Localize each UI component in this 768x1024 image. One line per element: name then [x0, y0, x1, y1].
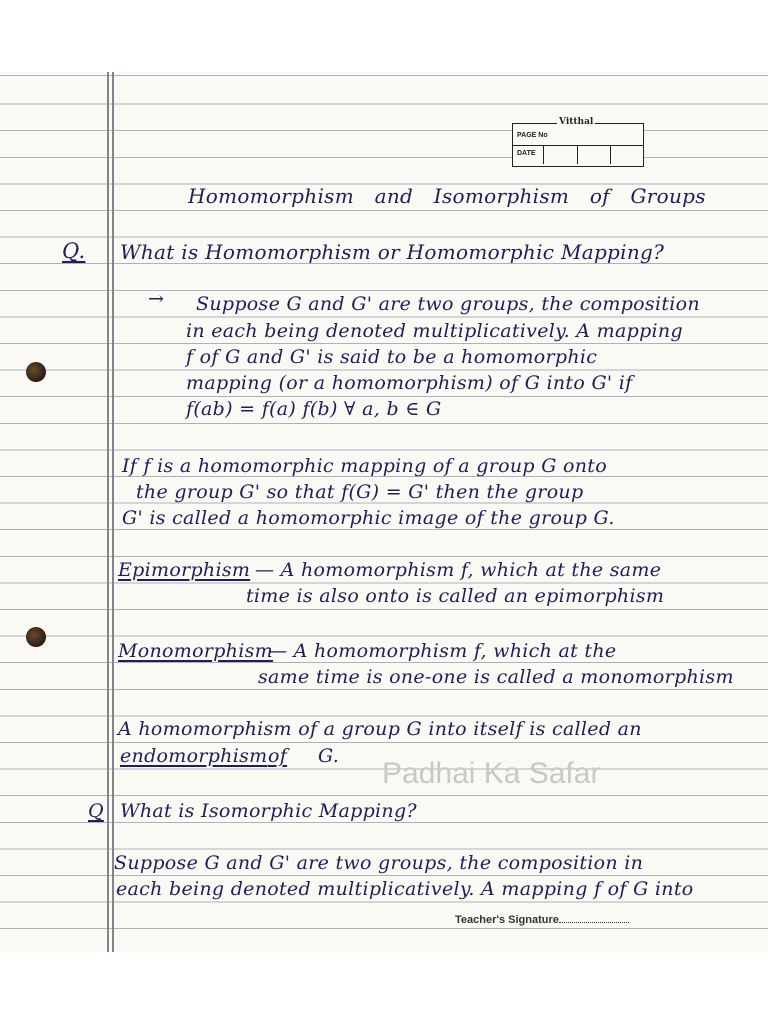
brand-logo: Vitthal	[559, 117, 594, 127]
page-no-row	[513, 126, 643, 146]
image-paragraph-line: If f is a homomorphic mapping of a group G onto	[122, 455, 607, 477]
margin-line	[112, 72, 114, 952]
endomorphism-of: of	[268, 745, 288, 767]
punch-hole	[26, 362, 46, 382]
answer-arrow: →	[148, 288, 165, 310]
monomorphism-definition: same time is one-one is called a monomorphism	[258, 666, 734, 688]
teacher-signature-label: Teacher's Signature	[455, 914, 559, 926]
question-marker: Q.	[62, 239, 86, 263]
margin-line	[107, 72, 109, 952]
date-row	[513, 145, 643, 164]
answer-1-line: Suppose G and G' are two groups, the composition	[196, 293, 700, 315]
page-no-label: PAGE No	[517, 132, 548, 139]
teacher-signature	[455, 914, 629, 926]
question-marker: Q	[88, 800, 104, 822]
endomorphism-end: G.	[318, 745, 340, 767]
homomorphism-formula: f(ab) = f(a) f(b) ∀ a, b ∈ G	[186, 398, 442, 420]
image-paragraph-line: the group G' so that f(G) = G' then the group	[136, 481, 584, 503]
answer-1-line: mapping (or a homomorphism) of G into G' if	[186, 372, 633, 394]
epimorphism-definition: time is also onto is called an epimorphism	[246, 585, 665, 607]
date-cell-divider	[543, 145, 544, 164]
answer-2-line: each being denoted multiplicatively. A mapping f of G into	[116, 878, 694, 900]
watermark: Padhai Ka Safar	[382, 757, 601, 790]
punch-hole	[26, 627, 46, 647]
answer-1-line: in each being denoted multiplicatively. A mapping	[186, 320, 683, 342]
page-title: Homomorphism and Isomorphism of Groups	[188, 184, 706, 208]
question-2: What is Isomorphic Mapping?	[120, 800, 417, 822]
date-cell-divider	[577, 145, 578, 164]
monomorphism-term: Monomorphism	[118, 640, 273, 662]
endomorphism-definition: A homomorphism of a group G into itself is called an	[118, 718, 642, 740]
signature-line	[559, 922, 629, 923]
answer-2-line: Suppose G and G' are two groups, the composition in	[114, 852, 644, 874]
answer-1-line: f of G and G' is said to be a homomorphic	[186, 346, 598, 368]
question-1: What is Homomorphism or Homomorphic Mapping?	[120, 240, 665, 264]
epimorphism-term: Epimorphism	[118, 559, 251, 581]
epimorphism-definition: — A homomorphism f, which at the same	[255, 559, 662, 581]
date-cell-divider	[610, 145, 611, 164]
endomorphism-term: endomorphism	[120, 745, 268, 767]
monomorphism-definition: — A homomorphism f, which at the	[268, 640, 617, 662]
page-date-box	[512, 117, 644, 167]
date-label: DATE	[517, 150, 536, 157]
image-paragraph-line: G' is called a homomorphic image of the group G.	[122, 507, 615, 529]
